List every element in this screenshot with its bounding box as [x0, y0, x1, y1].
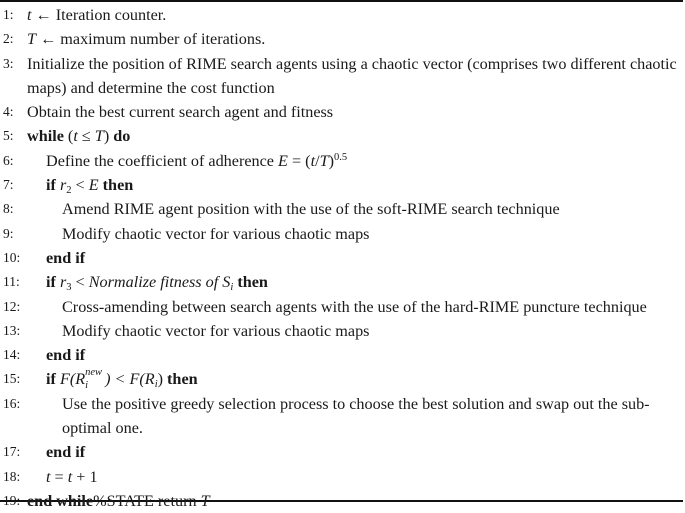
algorithm-line-7: [0, 173, 683, 197]
math-var: r: [59, 273, 67, 292]
math-sup-sub: [85, 367, 105, 392]
algorithm-line-11: [0, 270, 683, 294]
math-var: E: [278, 151, 288, 170]
algorithm-line-8: [0, 197, 683, 221]
line-text-part: Define the coefficient of adherence: [46, 151, 279, 170]
line-text: [0, 246, 683, 270]
line-number: 6:: [3, 152, 14, 168]
keyword-end-while: end while: [27, 491, 94, 510]
math-var: t: [46, 467, 51, 486]
algorithm-line-3: [0, 52, 683, 101]
keyword-end-if: end if: [46, 248, 86, 267]
line-text: [0, 343, 683, 367]
line-number: 16:: [3, 395, 21, 411]
math-var: T: [319, 151, 329, 170]
line-number: 7:: [3, 177, 14, 193]
line-text-part: %STATE return: [93, 491, 201, 510]
math-var: T: [27, 30, 37, 49]
line-text: Obtain the best current search agent and fitness: [27, 103, 334, 122]
keyword-while: while: [27, 127, 64, 146]
line-text-part: ): [103, 127, 114, 146]
algorithm-line-18: [0, 465, 683, 489]
line-number: 2:: [3, 31, 14, 47]
line-text: [0, 173, 683, 197]
line-number: 3:: [3, 55, 14, 71]
line-number: 9:: [3, 225, 14, 241]
keyword-then: then: [98, 176, 134, 195]
math-op: ≤: [77, 127, 95, 146]
math-subscript: i: [154, 379, 158, 391]
algorithm-line-10: [0, 246, 683, 270]
line-text: Modify chaotic vector for various chaotic maps: [62, 321, 370, 340]
line-text: [0, 465, 683, 489]
line-text: [0, 489, 683, 513]
keyword-then: then: [233, 273, 268, 292]
keyword-if: if: [46, 370, 56, 389]
math-subscript: 2: [66, 185, 72, 197]
line-text: Amend RIME agent position with the use of the soft-RIME search technique: [62, 200, 560, 219]
keyword-end-if: end if: [46, 443, 86, 462]
line-text: Modify chaotic vector for various chaotic maps: [62, 224, 370, 243]
line-number: 8:: [3, 201, 14, 217]
math-op: ): [157, 370, 163, 389]
algorithm-line-13: [0, 319, 683, 343]
line-number: 13:: [3, 322, 21, 338]
math-var: T: [94, 127, 104, 146]
line-text-part: ← Iteration counter.: [31, 6, 167, 24]
algorithm-line-17: [0, 440, 683, 464]
algorithm-line-5: [0, 124, 683, 148]
algorithm-line-14: [0, 343, 683, 367]
math-var: T: [200, 491, 210, 510]
math-var: t: [310, 151, 316, 170]
line-text: Use the positive greedy selection process to choose the best solution and swap out the sub-optimal one.: [62, 394, 650, 438]
keyword-if: if: [46, 273, 56, 292]
algorithm-line-9: [0, 222, 683, 246]
line-text: [0, 124, 683, 148]
math-expr: F(R: [55, 370, 86, 389]
math-op: <: [71, 273, 89, 292]
line-text: Cross-amending between search agents with the use of the hard-RIME puncture technique: [62, 297, 647, 316]
line-text: [0, 149, 683, 173]
line-number: 5:: [3, 128, 14, 144]
math-op: /: [315, 151, 320, 170]
math-expr: ) < F(R: [105, 370, 155, 389]
line-text: [0, 27, 683, 51]
line-text: [0, 367, 683, 391]
math-op: <: [71, 176, 89, 195]
line-number: 1:: [3, 7, 14, 22]
math-superscript: new: [85, 367, 103, 379]
math-op: =: [50, 467, 68, 486]
line-number: 17:: [3, 444, 21, 460]
line-text: [0, 440, 683, 464]
math-var: t: [27, 6, 32, 24]
algorithm-line-15: [0, 367, 683, 391]
math-subscript: i: [230, 282, 234, 294]
line-text-part: (: [63, 127, 74, 146]
line-text-part: ← maximum number of iterations.: [36, 30, 266, 49]
math-var: E: [88, 176, 99, 195]
algorithm-line-4: [0, 100, 683, 124]
line-number: 10:: [3, 249, 21, 265]
line-number: 15:: [3, 371, 21, 387]
math-var: t: [73, 127, 78, 146]
algorithm-line-19: [0, 489, 683, 513]
algorithm-line-12: [0, 295, 683, 319]
line-number: 4:: [3, 104, 14, 120]
keyword-if: if: [46, 176, 56, 195]
math-subscript: i: [85, 380, 89, 392]
line-number: 14:: [3, 347, 21, 363]
keyword-then: then: [163, 370, 198, 389]
keyword-end-if: end if: [46, 346, 86, 365]
algorithm-line-2: [0, 27, 683, 51]
line-text: [0, 3, 683, 27]
math-var: Normalize fitness of S: [88, 273, 231, 292]
keyword-do: do: [113, 127, 131, 146]
math-op: = (: [287, 151, 311, 170]
algorithm-line-6: [0, 149, 683, 173]
line-number: 19:: [3, 492, 21, 508]
math-op: + 1: [72, 467, 98, 486]
math-subscript: 3: [66, 282, 72, 294]
math-var: r: [59, 176, 67, 195]
math-var: t: [67, 467, 73, 486]
line-text: [0, 270, 683, 294]
line-number: 11:: [3, 274, 20, 290]
math-exponent: 0.5: [333, 151, 348, 163]
line-text: Initialize the position of RIME search agents using a chaotic vector (comprises two different chaotic maps) and determine the cost function: [27, 54, 677, 97]
algorithm-lines: [0, 2, 683, 513]
algorithm-line-16: [0, 392, 683, 441]
algorithm-line-1: [0, 3, 683, 27]
line-number: 12:: [3, 298, 21, 314]
line-number: 18:: [3, 468, 21, 484]
math-op: ): [328, 151, 334, 170]
